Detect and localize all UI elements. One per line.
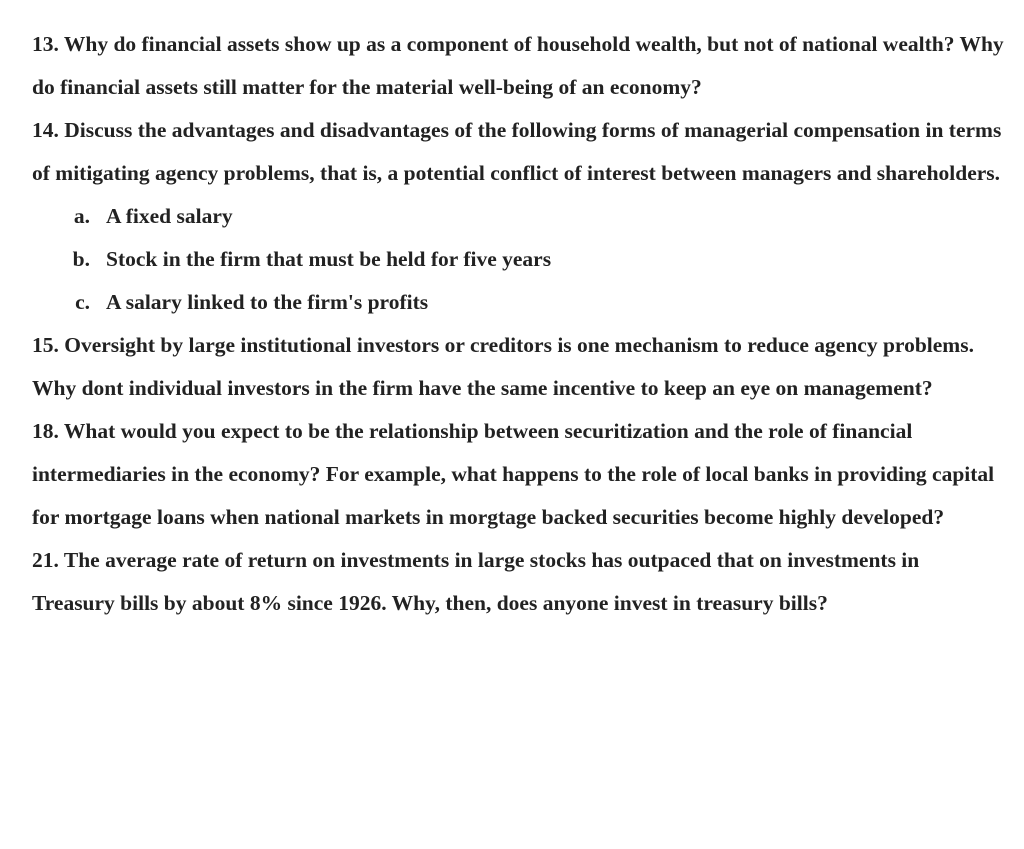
option-c-letter: c. (75, 290, 90, 314)
option-a-text: A fixed salary (106, 204, 233, 228)
question-21: 21. The average rate of return on investments in large stocks has outpaced that on investments in Treasury bills by about 8% since 1926. Why, then, does anyone invest in treasury bills? (32, 548, 920, 615)
option-b-text: Stock in the firm that must be held for five years (106, 247, 552, 271)
option-b (32, 238, 1024, 281)
option-a (32, 195, 1024, 238)
question-14: 14. Discuss the advantages and disadvantages of the following forms of managerial compensation in terms of mitigating agency problems, that is, a potential conflict of interest between managers and shareholders. (32, 118, 1002, 185)
option-b-letter: b. (72, 247, 90, 271)
question-14-options (32, 195, 1024, 324)
question-18: 18. What would you expect to be the relationship between securitization and the role of financial intermediaries in the economy? For example, what happens to the role of local banks in providing capital for mortgage loans when national markets in morgtage backed securities become highly developed? (32, 419, 995, 529)
option-c (32, 281, 1024, 324)
question-15: 15. Oversight by large institutional investors or creditors is one mechanism to reduce agency problems. Why dont individual investors in the firm have the same incentive to keep an eye on management? (32, 333, 974, 400)
option-c-text: A salary linked to the firm's profits (106, 290, 429, 314)
option-a-letter: a. (73, 204, 90, 228)
question-13: 13. Why do financial assets show up as a component of household wealth, but not of national wealth? Why do financial assets still matter for the material well-being of an economy? (32, 32, 1004, 99)
